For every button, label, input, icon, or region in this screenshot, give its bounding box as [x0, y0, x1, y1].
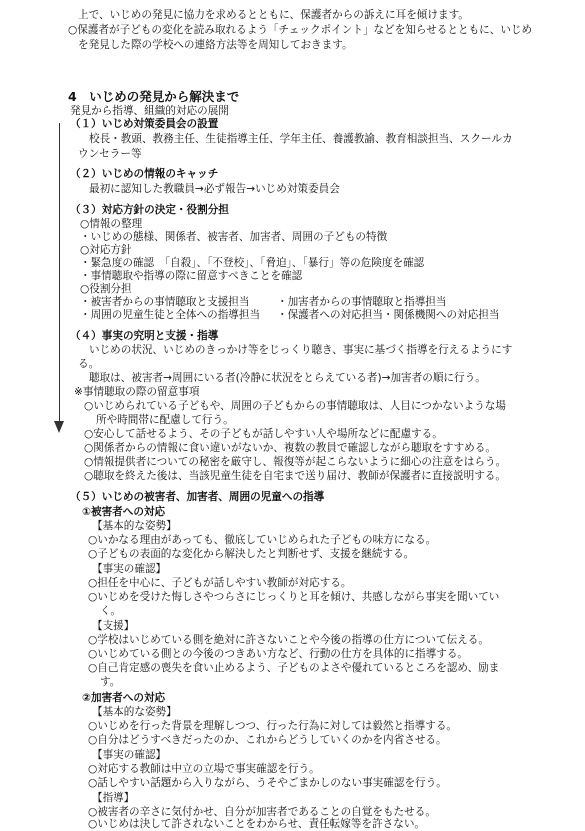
victim-support-3a: ○自己肯定感の喪失を食い止めるよう、子どものよさや優れているところを認め、励ま	[88, 662, 500, 674]
s1-line-2: ウンセラー等	[78, 148, 142, 160]
offender-basic-label: 【基本的な姿勢】	[92, 706, 177, 718]
offender-guide-1: ○被害者の辛さに気付かせ、自分が加害者であることの自覚をもたせる。	[88, 806, 436, 818]
offender-fact-2: ○話しやすい話題から入りながら、うそやごまかしのない事実確認を行う。	[88, 777, 447, 789]
s3-info-line: ・いじめの態様、関係者、被害者、加害者、周囲の子どもの特徴	[80, 231, 388, 243]
s3-policy-heading: ○対応方針	[80, 244, 132, 256]
section-heading: 4 いじめの発見から解決まで	[68, 89, 240, 104]
offender-basic-2: ○自分はどうすべきだったのか、これからどうしていくのかを内省させる。	[88, 734, 447, 746]
offender-guide-2: ○いじめは決して許されないことをわからせ、責任転嫁等を許さない。	[88, 818, 426, 830]
offender-heading: ②加害者への対応	[82, 692, 166, 704]
intro-line-3: を発見した際の学校への連絡方法等を周知しておきます。	[78, 39, 353, 51]
victim-fact-1: ○担任を中心に、子どもが話しやすい教師が対応する。	[88, 577, 352, 589]
flow-arrow-line	[59, 123, 60, 423]
s4-title: （４）事実の究明と支援・指導	[70, 330, 219, 342]
victim-support-label: 【支援】	[92, 620, 135, 632]
s3-title: （３）対応方針の決定・役割分担	[70, 204, 229, 216]
s3-policy-line-1: ・緊急度の確認 「自殺」、「不登校」、「脅迫」、「暴行」等の危険度を確認	[80, 257, 425, 269]
s3-policy-line-2: ・事情聴取や指導の際に留意すべきことを確認	[80, 270, 303, 282]
s5-title: （５）いじめの被害者、加害者、周囲の児童への指導	[70, 491, 325, 503]
offender-basic-1: ○いじめを行った背景を理解しつつ、行った行為に対しては毅然と指導する。	[88, 720, 458, 732]
s4-note-2: ○安心して話せるよう、その子どもが話しやすい人や場所などに配慮する。	[84, 428, 443, 440]
s4-para-2: る。	[78, 358, 100, 370]
s4-note-3: ○関係者からの情報に食い違いがないか、複数の教員で確認しながら聴取をすすめる。	[84, 442, 496, 454]
victim-basic-label: 【基本的な姿勢】	[92, 520, 177, 532]
s3-info-heading: ○情報の整理	[80, 218, 143, 230]
victim-basic-2: ○子どもの表面的な変化から解決したと判断せず、支援を継続する。	[88, 548, 415, 560]
section-subtitle: 発見から指導、組織的対応の展開	[70, 105, 229, 117]
s2-line-1: 最初に認知した教職員→必ず報告→いじめ対策委員会	[89, 183, 340, 195]
s3-role-victim: ・被害者からの事情聴取と支援担当	[80, 296, 250, 308]
s3-role-guardian: ・保護者への対応担当・関係機関への対応担当	[277, 309, 500, 321]
offender-guide-label: 【指導】	[92, 792, 135, 804]
s3-roles-heading: ○役割分担	[80, 283, 132, 295]
s4-note-heading: ※事情聴取の際の留意事項	[74, 386, 200, 398]
victim-support-3b: す。	[100, 676, 121, 688]
s4-note-5: ○聴取を終えた後は、当該児童生徒を自宅まで送り届け、教師が保護者に直接説明する。	[84, 470, 506, 482]
s1-title: （１）いじめ対策委員会の設置	[70, 118, 219, 130]
s3-role-surrounding: ・周囲の児童生徒と全体への指導担当	[80, 309, 261, 321]
victim-fact-label: 【事実の確認】	[92, 563, 167, 575]
victim-heading: ①被害者への対応	[82, 506, 166, 518]
victim-fact-2b: く。	[100, 605, 121, 617]
s1-line-1: 校長・教頭、教務主任、生徒指導主任、学年主任、養護教諭、教育相談担当、スクールカ	[89, 133, 513, 145]
s4-note-4: ○情報提供者についての秘密を厳守し、報復等が起こらないように細心の注意をはらう。	[84, 456, 507, 468]
victim-basic-1: ○いかなる理由があっても、徹底していじめられた子どもの味方になる。	[88, 534, 437, 546]
offender-fact-1: ○対応する教師は中立の立場で事実確認を行う。	[88, 763, 320, 775]
intro-line-1: 上で、いじめの発見に協力を求めるとともに、保護者からの訴えに耳を傾けます。	[78, 9, 469, 21]
s2-title: （２）いじめの情報のキャッチ	[70, 168, 219, 180]
victim-support-1: ○学校はいじめている側を絶対に許さないことや今後の指導の仕方について伝える。	[88, 634, 489, 646]
offender-fact-label: 【事実の確認】	[92, 749, 167, 761]
victim-support-2: ○いじめている側との今後のつきあい方など、行動の仕方を具体的に指導する。	[88, 648, 469, 660]
intro-line-2: ○保護者が子どもの変化を読み取れるよう「チェックポイント」などを知らせるとともに、いじめ	[68, 24, 533, 36]
flow-arrow-head	[54, 421, 64, 433]
victim-fact-2a: ○いじめを受けた悔しさやつらさにじっくりと耳を傾け、共感しながら事実を聞いてい	[88, 591, 500, 603]
s3-role-offender: ・加害者からの事情聴取と指導担当	[277, 296, 447, 308]
s4-para-1: いじめの状況、いじめのきっかけ等をじっくり聴き、事実に基づく指導を行えるようにす	[89, 344, 513, 356]
s4-note-1a: ○いじめられている子どもや、周囲の子どもからの事情聴取は、人目につかないような場	[84, 400, 506, 412]
s4-note-1b: 所や時間帯に配慮して行う。	[96, 414, 234, 426]
s4-para-3: 聴取は、被害者→周囲にいる者(冷静に状況をとらえている者)→加害者の順に行う。	[89, 372, 486, 384]
